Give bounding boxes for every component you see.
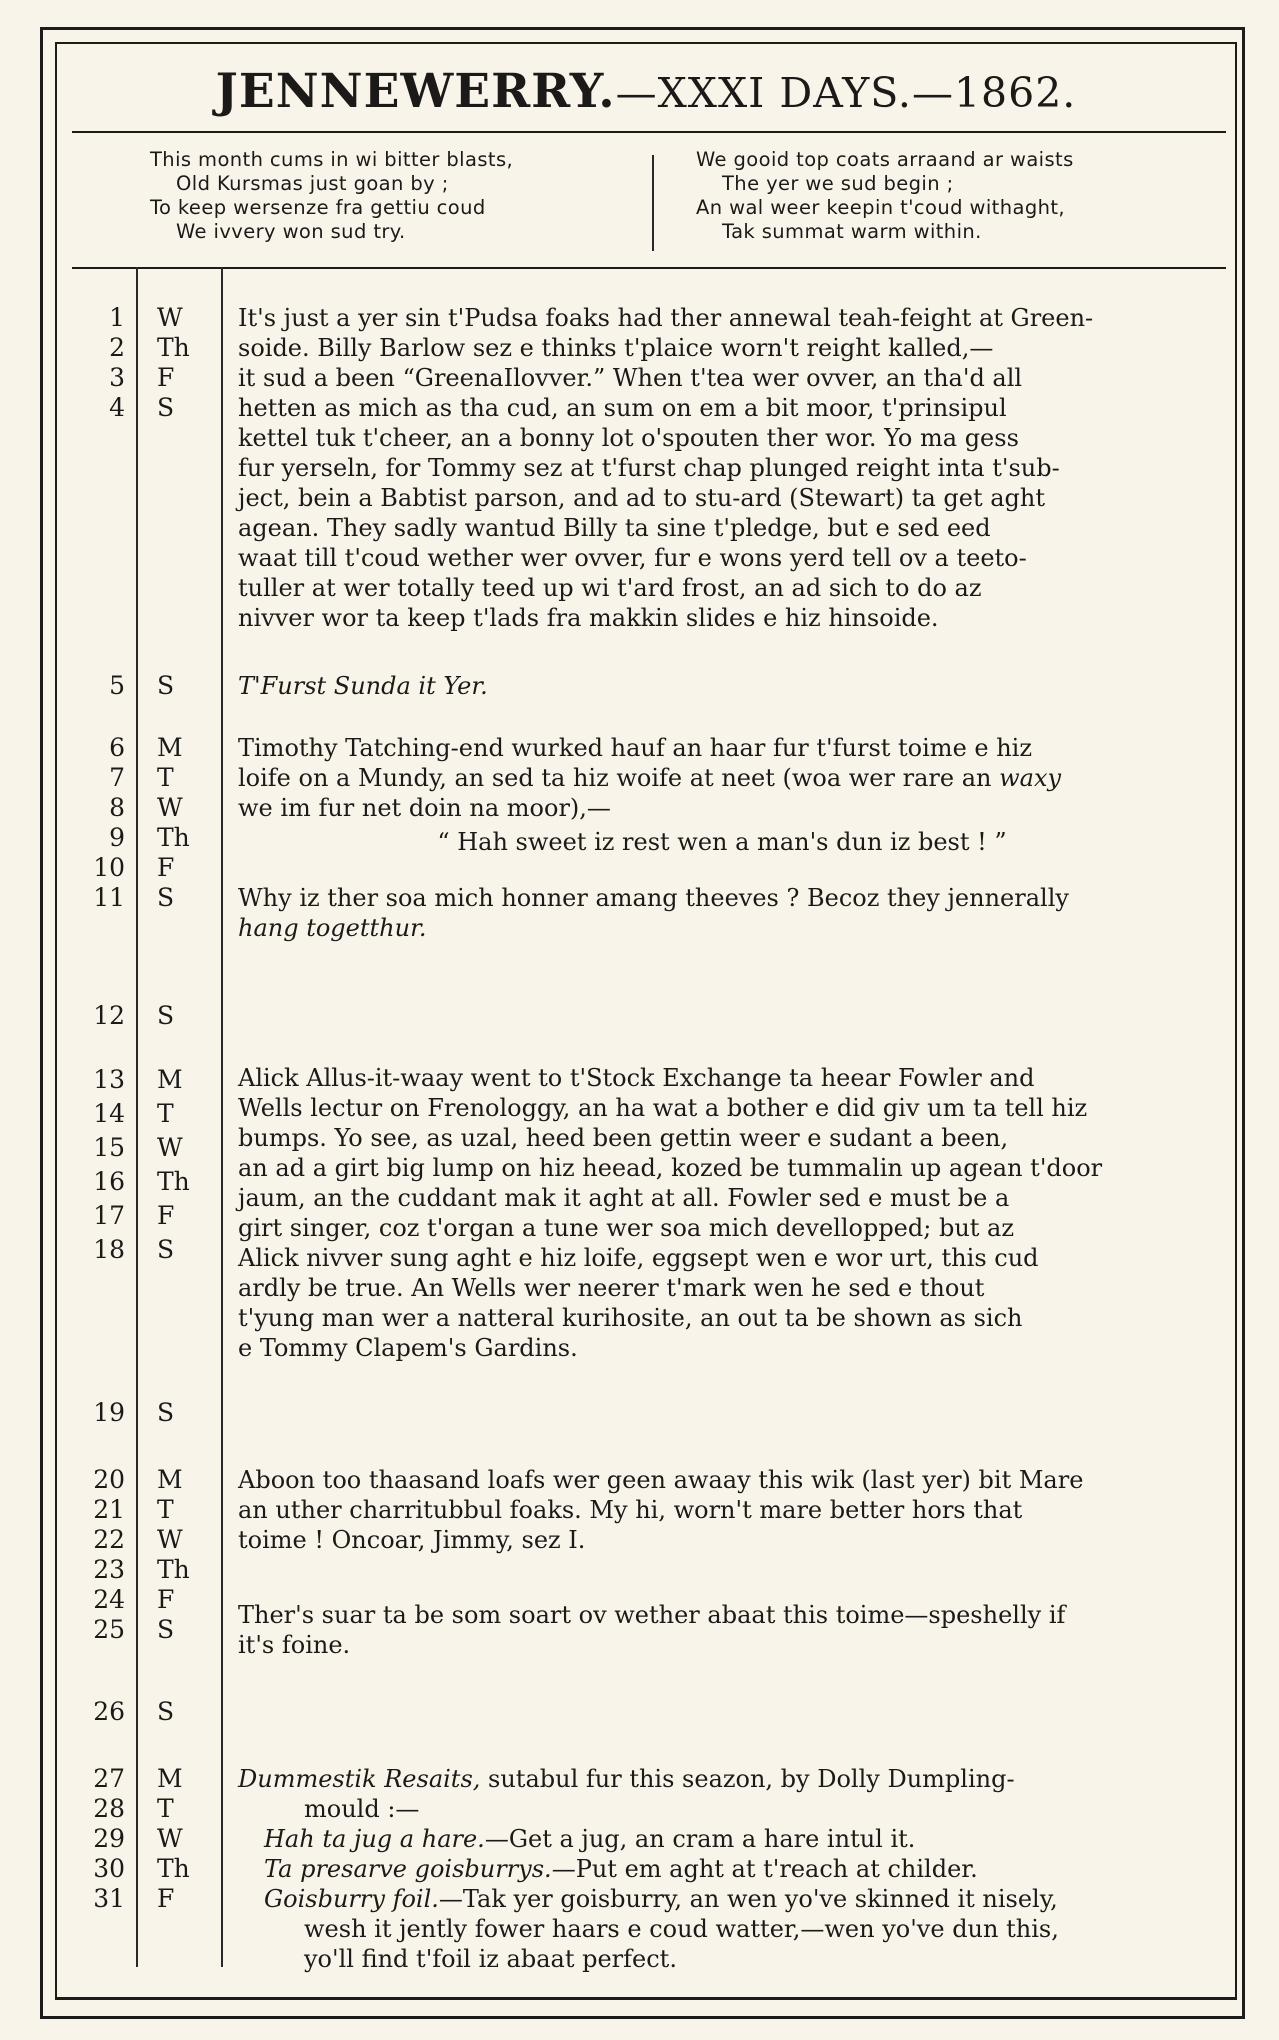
text-line: nivver wor ta keep t'lads fra makkin slides e hiz hinsoide.: [238, 604, 939, 632]
verse-line: Old Kursmas just goan by ;: [176, 172, 449, 195]
text-line: e Tommy Clapem's Gardins.: [238, 1334, 578, 1362]
text-line: it's foine.: [238, 1631, 351, 1659]
text-line: [238, 671, 1206, 701]
date-number: 3: [109, 363, 125, 392]
date-number: 9: [109, 823, 125, 852]
weekday: W: [157, 793, 183, 822]
weekday: W: [157, 1525, 183, 1554]
date-number: 19: [93, 1398, 125, 1427]
date-number: 10: [93, 853, 125, 882]
entry-text: [238, 1063, 1206, 1363]
entry-text: [238, 671, 1206, 701]
entry-text: [238, 1465, 1206, 1660]
weekday: M: [157, 1764, 183, 1793]
text-line: it sud a been “GreenaIlovver.” When t'tea wer ovver, an tha'd all: [238, 364, 1023, 392]
date-numbers: [55, 303, 125, 423]
text-line: agean. They sadly wantud Billy ta sine t'pledge, but e sed eed: [238, 514, 991, 542]
text-line: soide. Billy Barlow sez e thinks t'plaice worn't reight kalled,—: [238, 334, 994, 362]
text-line: ject, bein a Babtist parson, and ad to stu-ard (Stewart) ta get aght: [238, 484, 1045, 512]
text-line: It's just a yer sin t'Pudsa foaks had ther annewal teah-feight at Green-: [238, 304, 1094, 332]
date-number: 17: [93, 1201, 125, 1230]
weekday-letters: [157, 733, 217, 913]
date-numbers: [55, 671, 125, 701]
recipe-text: —Put em aght at t'reach at childer.: [551, 1855, 978, 1883]
date-number: 24: [93, 1585, 125, 1614]
weekday: S: [157, 883, 175, 912]
date-numbers: [55, 1398, 125, 1428]
text-line: tuller at wer totally teed up wi t'ard frost, an ad sich to do az: [238, 574, 982, 602]
weekday: Th: [157, 1555, 190, 1584]
verse-line: We ivvery won sud try.: [176, 220, 406, 243]
text-line: [238, 913, 1206, 943]
weekday: M: [157, 1065, 183, 1094]
weekday-letters: [157, 1063, 217, 1267]
verse-line: To keep wersenze fra gettiu coud: [150, 196, 486, 219]
text-line: Alick Allus-it-waay went to t'Stock Exchange ta heear Fowler and: [238, 1064, 1035, 1092]
weekday: S: [157, 1001, 175, 1030]
text-line: Wells lectur on Frenologgy, an ha wat a bother e did giv um ta tell hiz: [238, 1094, 1088, 1122]
weekday-letters: [157, 1465, 217, 1645]
column-rule-numbers: [136, 267, 138, 1967]
date-number: 30: [93, 1854, 125, 1883]
recipe-line: [238, 1824, 1206, 1854]
recipe-line: [238, 1854, 1206, 1884]
date-number: 12: [93, 1001, 125, 1030]
weekday: S: [157, 393, 175, 422]
text-line: kettel tuk t'cheer, an a bonny lot o'spouten ther wor. Yo ma gess: [238, 424, 1019, 452]
text-segment: loife on a Mundy, an sed ta hiz woife at neet (woa wer rare an: [238, 764, 992, 792]
date-numbers: [55, 1764, 125, 1914]
weekday: W: [157, 1133, 183, 1162]
weekday: F: [157, 1201, 175, 1230]
text-line: [238, 763, 1206, 793]
text-line: ardly be true. An Wells wer neerer t'mark wen he sed e thout: [238, 1274, 985, 1302]
title-month: JENNEWERRY.: [215, 64, 616, 119]
weekday: Th: [157, 1854, 190, 1883]
weekday: S: [157, 671, 175, 700]
date-number: 2: [109, 333, 125, 362]
date-number: 13: [93, 1065, 125, 1094]
entry-text: [238, 733, 1206, 943]
italic-phrase: hang togetthur.: [238, 914, 427, 942]
text-line: toime ! Oncoar, Jimmy, sez I.: [238, 1526, 586, 1554]
date-number: 8: [109, 793, 125, 822]
verse-line: The yer we sud begin ;: [722, 172, 954, 195]
recipe-title: Goisburry foil.: [264, 1885, 439, 1913]
date-number: 14: [93, 1099, 125, 1128]
verse-divider: [652, 155, 654, 251]
title-days-year: —XXXI DAYS.—1862.: [615, 69, 1077, 117]
weekday: M: [157, 733, 183, 762]
header-rule: [72, 131, 1226, 133]
text-line: Why iz ther soa mich honner amang theeves ? Becoz they jennerally: [238, 884, 1069, 912]
text-line: we im fur net doin na moor),—: [238, 794, 611, 822]
date-numbers: [55, 1063, 125, 1267]
entry-text: [238, 1764, 1206, 1974]
date-number: 6: [109, 733, 125, 762]
verse-line: We gooid top coats arraand ar waists: [696, 148, 1074, 171]
date-number: 21: [93, 1495, 125, 1524]
text-line: jaum, an the cuddant mak it aght at all. Fowler sed e must be a: [238, 1184, 1010, 1212]
text-line: Alick nivver sung aght e hiz loife, eggsept wen e wor urt, this cud: [238, 1244, 1039, 1272]
weekday: T: [157, 1495, 174, 1524]
weekday: T: [157, 1099, 174, 1128]
recipe-title: Ta presarve goisburrys.: [264, 1855, 552, 1883]
text-line: girt singer, coz t'organ a tune wer soa mich devellopped; but az: [238, 1214, 1015, 1242]
text-line: wesh it jently fower haars e coud watter,—wen yo've dun this,: [304, 1915, 1059, 1943]
text-line: fur yerseln, for Tommy sez at t'furst chap plunged reight inta t'sub-: [238, 454, 1060, 482]
date-numbers: [55, 1001, 125, 1031]
verse-left: [150, 148, 513, 244]
first-sunday-heading: T'Furst Sunda it Yer.: [238, 672, 488, 700]
text-segment: sutabul fur this seazon, by Dolly Dumpling-: [488, 1765, 1015, 1793]
weekday-letters: [157, 1764, 217, 1914]
weekday-letters: [157, 1398, 217, 1428]
weekday: T: [157, 763, 174, 792]
verse-right: [696, 148, 1074, 244]
date-number: 20: [93, 1465, 125, 1494]
weekday-letters: [157, 1697, 217, 1727]
recipe-line: [238, 1884, 1206, 1914]
text-line: waat till t'coud wether wer ovver, fur e wons yerd tell ov a teeto-: [238, 544, 1027, 572]
recipe-title: Hah ta jug a hare.: [264, 1825, 485, 1853]
date-number: 4: [109, 393, 125, 422]
date-number: 1: [109, 303, 125, 332]
weekday: Th: [157, 823, 190, 852]
entry-text: [238, 303, 1206, 633]
date-number: 28: [93, 1794, 125, 1823]
date-number: 31: [93, 1884, 125, 1913]
weekday: W: [157, 303, 183, 332]
date-number: 22: [93, 1525, 125, 1554]
weekday: F: [157, 363, 175, 392]
date-number: 5: [109, 671, 125, 700]
calendar-top-rule: [72, 267, 1226, 269]
weekday: M: [157, 1465, 183, 1494]
text-line: mould :—: [304, 1795, 420, 1823]
italic-word: waxy: [999, 764, 1062, 792]
weekday: S: [157, 1697, 175, 1726]
date-numbers: [55, 1465, 125, 1645]
date-numbers: [55, 733, 125, 913]
verse-line: Tak summat warm within.: [722, 220, 982, 243]
weekday: S: [157, 1235, 175, 1264]
date-number: 18: [93, 1235, 125, 1264]
text-line: an uther charritubbul foaks. My hi, worn't mare better hors that: [238, 1496, 1023, 1524]
text-line: Ther's suar ta be som soart ov wether abaat this toime—speshelly if: [238, 1601, 1066, 1629]
weekday: W: [157, 1824, 183, 1853]
text-line: yo'll find t'foil iz abaat perfect.: [304, 1945, 677, 1973]
weekday-letters: [157, 303, 217, 423]
quote-line: “ Hah sweet iz rest wen a man's dun iz best ! ”: [437, 828, 1007, 856]
text-line: hetten as mich as tha cud, an sum on em a bit moor, t'prinsipul: [238, 394, 1007, 422]
date-numbers: [55, 1697, 125, 1727]
text-line: bumps. Yo see, as uzal, heed been gettin weer e sudant a been,: [238, 1124, 1009, 1152]
date-number: 15: [93, 1133, 125, 1162]
weekday-letters: [157, 1001, 217, 1031]
verse-line: An wal weer keepin t'coud withaght,: [696, 196, 1066, 219]
date-number: 25: [93, 1615, 125, 1644]
recipe-text: —Get a jug, an cram a hare intul it.: [484, 1825, 916, 1853]
date-number: 11: [93, 883, 125, 912]
weekday: Th: [157, 333, 190, 362]
text-line: an ad a girt big lump on hiz heead, kozed be tummalin up agean t'door: [238, 1154, 1103, 1182]
verse-line: This month cums in wi bitter blasts,: [150, 148, 514, 171]
date-number: 29: [93, 1824, 125, 1853]
text-line: Timothy Tatching-end wurked hauf an haar fur t'furst toime e hiz: [238, 734, 1033, 762]
date-number: 27: [93, 1764, 125, 1793]
text-line: [238, 1764, 1206, 1794]
weekday: S: [157, 1615, 175, 1644]
recipe-text: —Tak yer goisburry, an wen yo've skinned it nisely,: [438, 1885, 1058, 1913]
text-line: Aboon too thaasand loafs wer geen awaay this wik (last yer) bit Mare: [238, 1466, 1084, 1494]
page-title: [55, 62, 1237, 123]
weekday: F: [157, 1585, 175, 1614]
weekday-letters: [157, 671, 217, 701]
text-line: t'yung man wer a natteral kurihosite, an out ta be shown as sich: [238, 1304, 1023, 1332]
date-number: 26: [93, 1697, 125, 1726]
date-number: 23: [93, 1555, 125, 1584]
date-number: 16: [93, 1167, 125, 1196]
date-number: 7: [109, 763, 125, 792]
weekday: F: [157, 853, 175, 882]
weekday: F: [157, 1884, 175, 1913]
column-rule-days: [221, 267, 223, 1967]
recipes-heading: Dummestik Resaits,: [238, 1765, 481, 1793]
weekday: S: [157, 1398, 175, 1427]
weekday: T: [157, 1794, 174, 1823]
weekday: Th: [157, 1167, 190, 1196]
